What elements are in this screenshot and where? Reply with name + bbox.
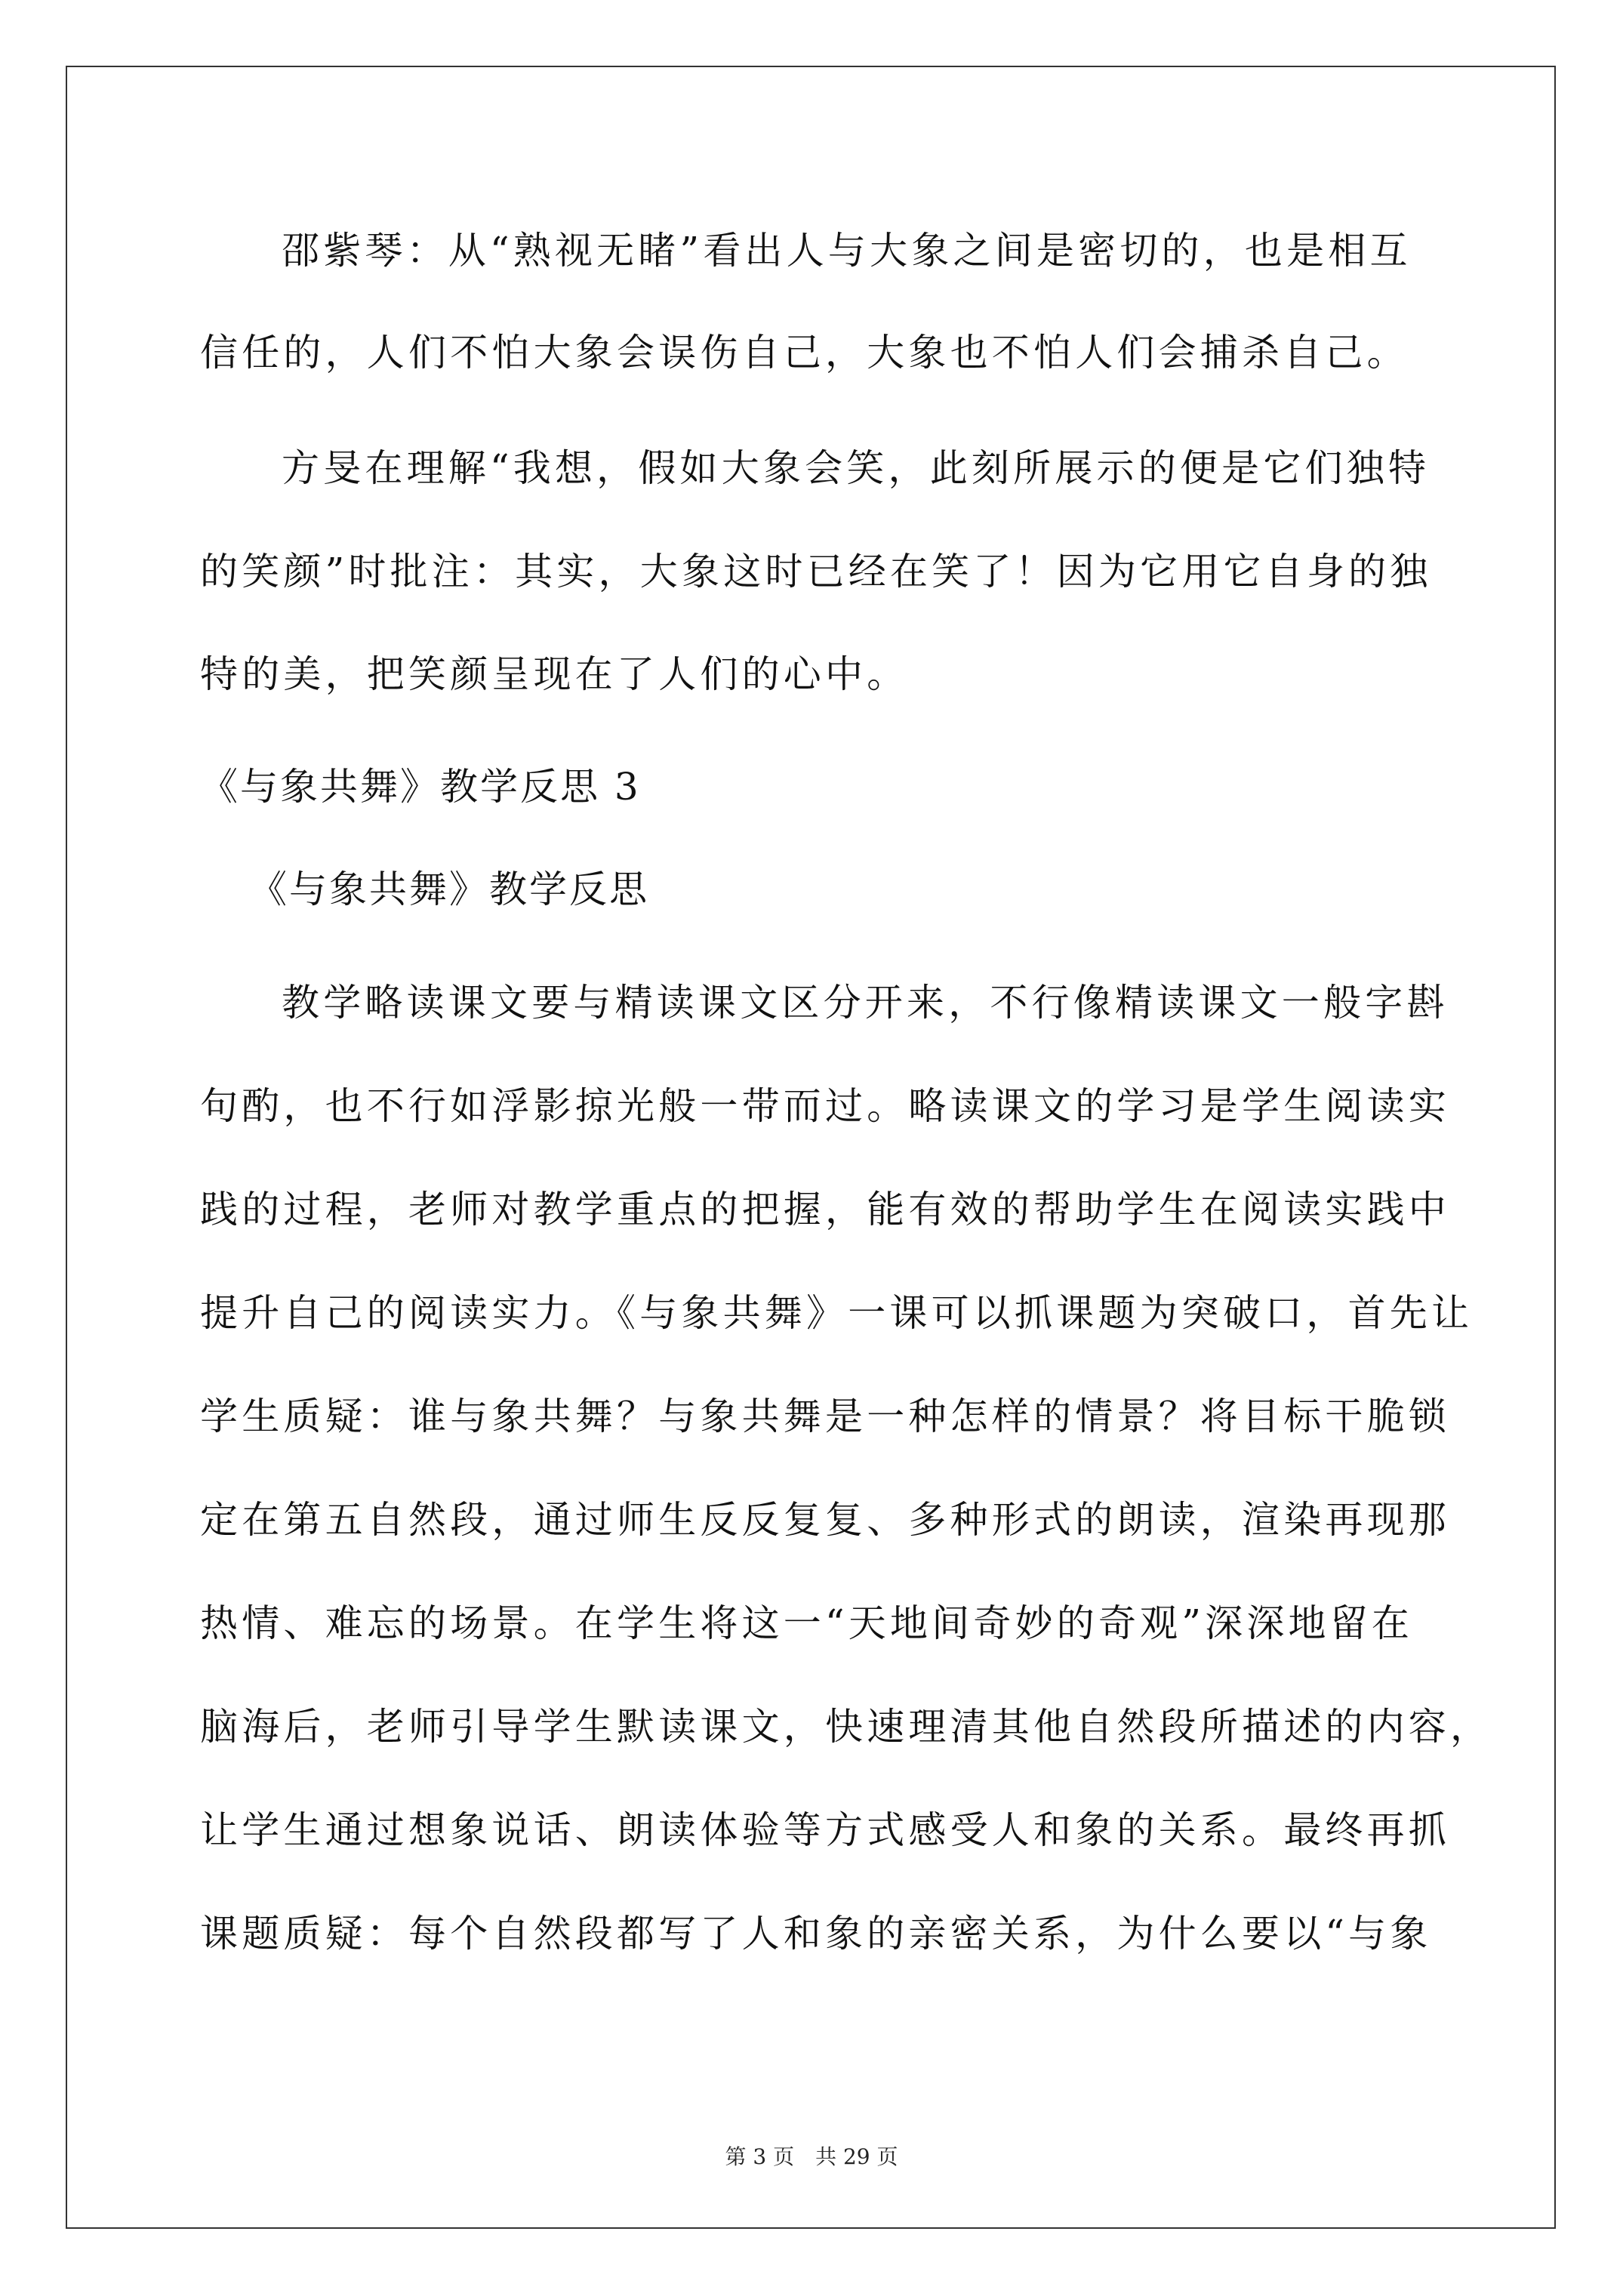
paragraph-line: 方旻在理解“我想，假如大象会笑，此刻所展示的便是它们独特 <box>282 446 1431 490</box>
paragraph-line: 课题质疑：每个自然段都写了人和象的亲密关系，为什么要以“与象 <box>200 1912 1432 1955</box>
paragraph-line: 让学生通过想象说话、朗读体验等方式感受人和象的关系。最终再抓 <box>200 1808 1450 1852</box>
paragraph-line: 教学略读课文要与精读课文区分开来，不行像精读课文一般字斟 <box>282 981 1449 1025</box>
paragraph-line: 邵紫琴：从“熟视无睹”看出人与大象之间是密切的，也是相互 <box>282 229 1412 273</box>
paragraph-line: 的笑颜”时批注：其实，大象这时已经在笑了！因为它用它自身的独 <box>200 550 1432 593</box>
section-subheading: 《与象共舞》教学反思 <box>249 868 649 911</box>
paragraph-line: 热情、难忘的场景。在学生将这一“天地间奇妙的奇观”深深地留在 <box>200 1601 1414 1645</box>
paragraph-line: 特的美，把笑颜呈现在了人们的心中。 <box>200 652 909 696</box>
paragraph-line: 句酌，也不行如浮影掠光般一带而过。略读课文的学习是学生阅读实 <box>200 1084 1450 1128</box>
section-heading: 《与象共舞》教学反思 3 <box>200 765 641 809</box>
paragraph-line: 学生质疑：谁与象共舞？与象共舞是一种怎样的情景？将目标干脆锁 <box>200 1395 1450 1438</box>
paragraph-line: 脑海后，老师引导学生默读课文，快速理清其他自然段所描述的内容， <box>200 1705 1492 1749</box>
paragraph-line: 提升自己的阅读实力。《与象共舞》一课可以抓课题为突破口，首先让 <box>200 1291 1474 1335</box>
paragraph-line: 践的过程，老师对教学重点的把握，能有效的帮助学生在阅读实践中 <box>200 1188 1450 1231</box>
paragraph-line: 定在第五自然段，通过师生反反复复、多种形式的朗读，渲染再现那 <box>200 1498 1450 1542</box>
paragraph-line: 信任的，人们不怕大象会误伤自己，大象也不怕人们会捕杀自己。 <box>200 331 1409 374</box>
page-number-footer: 第 3 页 共 29 页 <box>725 2144 898 2169</box>
